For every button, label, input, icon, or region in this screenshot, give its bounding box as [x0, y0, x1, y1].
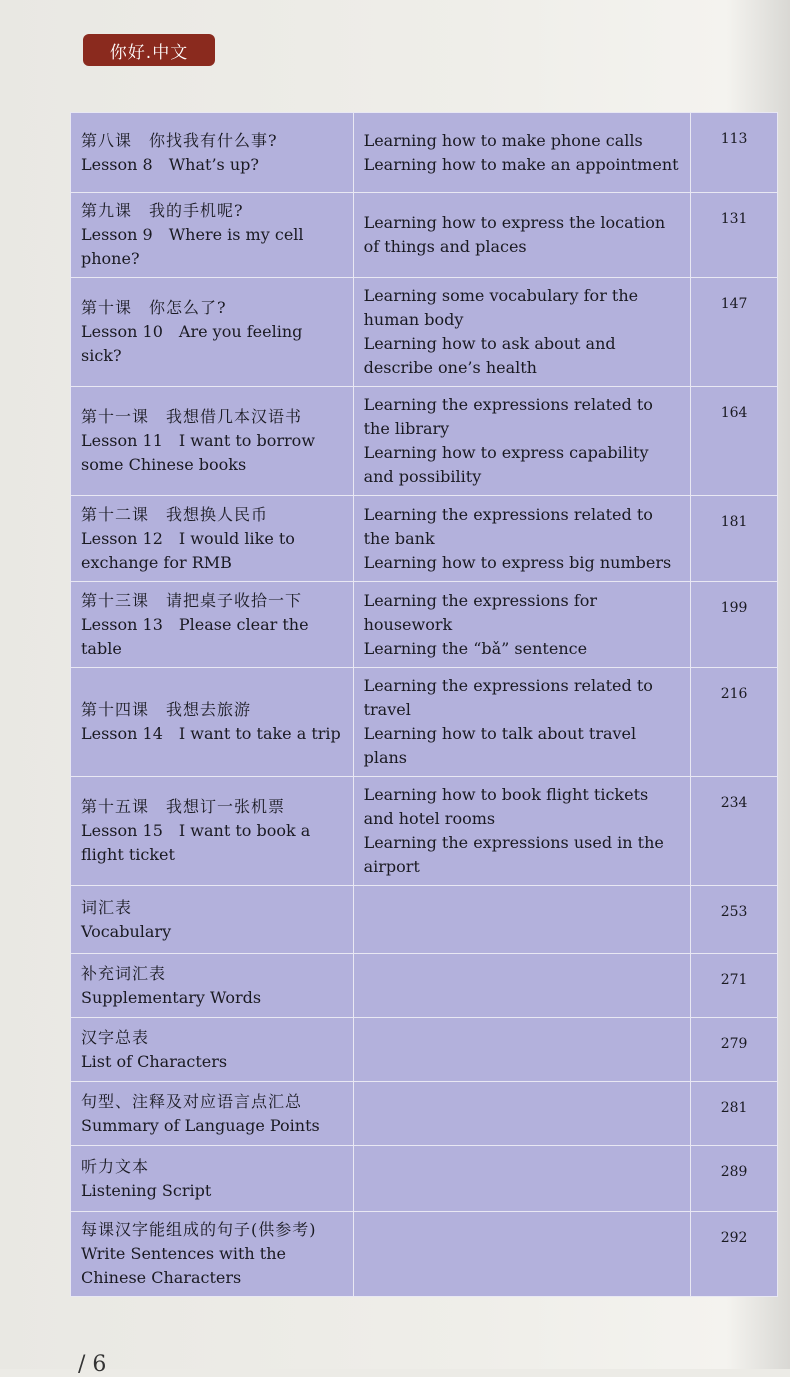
objectives-cell [353, 582, 691, 668]
objective-text: Learning how to express the location of things and places [363, 213, 666, 256]
english-title: List of Characters [81, 1051, 228, 1071]
page-number: 271 [691, 954, 778, 1018]
objective-text: Learning how to ask about and describe one’s health [363, 334, 616, 377]
english-title: Lesson 11 I want to borrow some Chinese books [81, 431, 316, 474]
toc-row [71, 387, 778, 496]
chinese-title: 听力文本 [81, 1156, 150, 1176]
chinese-title: 第八课 你找我有什么事? [81, 130, 278, 150]
page-number: 131 [691, 193, 778, 278]
page-number: 281 [691, 1082, 778, 1146]
lesson-title-cell [71, 193, 354, 278]
chinese-title: 第十五课 我想订一张机票 [81, 797, 286, 816]
page-number: 164 [691, 387, 778, 496]
page-number: 147 [691, 278, 778, 387]
toc-row [71, 777, 778, 886]
objective-text: Learning the expressions related to travel [363, 676, 653, 719]
toc-row [71, 668, 778, 777]
chinese-title: 第十二课 我想换人民币 [81, 504, 269, 524]
toc-row [71, 496, 778, 582]
chinese-title: 词汇表 [81, 897, 133, 917]
objective-text: Learning the expressions related to the bank [363, 504, 653, 548]
chinese-title: 第九课 我的手机呢? [81, 201, 244, 220]
objective-text: Learning how to make phone calls [363, 130, 643, 150]
lesson-title-cell [71, 777, 354, 886]
page-number: 253 [691, 886, 778, 954]
objectives-cell [353, 1146, 691, 1212]
objectives-cell [353, 954, 691, 1018]
lesson-title-cell [71, 954, 354, 1018]
objective-text: Learning the expressions used in the airport [363, 833, 664, 876]
page-number-fragment: / 6 [78, 1352, 107, 1377]
objective-text: Learning the “bǎ” sentence [363, 638, 588, 658]
lesson-title-cell [71, 1018, 354, 1082]
lesson-title-cell [71, 1212, 354, 1297]
objectives-cell [353, 193, 691, 278]
lesson-title-cell [71, 668, 354, 777]
toc-row [71, 954, 778, 1018]
lesson-title-cell [71, 886, 354, 954]
english-title: Lesson 8 What’s up? [81, 154, 259, 174]
toc-row [71, 1146, 778, 1212]
objectives-cell [353, 496, 691, 582]
english-title: Listening Script [81, 1180, 212, 1200]
toc-row [71, 113, 778, 193]
english-title: Lesson 14 I want to take a trip [81, 724, 341, 743]
chinese-title: 句型、注释及对应语言点汇总 [81, 1091, 303, 1111]
lesson-title-cell [71, 1082, 354, 1146]
objectives-cell [353, 668, 691, 777]
lesson-title-cell [71, 1146, 354, 1212]
objectives-cell [353, 1082, 691, 1146]
toc-row [71, 1018, 778, 1082]
objectives-cell [353, 278, 691, 387]
page-number: 234 [691, 777, 778, 886]
lesson-title-cell [71, 278, 354, 387]
page-number: 113 [691, 113, 778, 193]
chinese-title: 第十课 你怎么了? [81, 298, 227, 317]
objectives-cell [353, 387, 691, 496]
english-title: Lesson 9 Where is my cell phone? [81, 225, 304, 268]
lesson-title-cell [71, 387, 354, 496]
chinese-title: 第十四课 我想去旅游 [81, 700, 252, 719]
english-title: Summary of Language Points [81, 1115, 320, 1135]
page-number: 289 [691, 1146, 778, 1212]
chinese-title: 汉字总表 [81, 1027, 150, 1047]
objectives-cell [353, 1018, 691, 1082]
lesson-title-cell [71, 496, 354, 582]
objective-text: Learning how to talk about travel plans [363, 724, 637, 767]
toc-row [71, 886, 778, 954]
toc-row [71, 278, 778, 387]
objectives-cell [353, 1212, 691, 1297]
objectives-cell [353, 777, 691, 886]
chinese-title: 第十三课 请把桌子收拾一下 [81, 590, 303, 610]
page-number: 216 [691, 668, 778, 777]
chinese-title: 补充词汇表 [81, 963, 167, 983]
book-title-badge: 你好.中文 [83, 34, 215, 66]
page-number: 181 [691, 496, 778, 582]
chinese-title: 第十一课 我想借几本汉语书 [81, 407, 303, 426]
lesson-title-cell [71, 113, 354, 193]
page-number: 199 [691, 582, 778, 668]
english-title: Vocabulary [81, 921, 172, 941]
english-title: Write Sentences with the Chinese Characters [81, 1244, 286, 1287]
toc-row [71, 1082, 778, 1146]
english-title: Lesson 13 Please clear the table [81, 614, 309, 658]
english-title: Lesson 15 I want to book a flight ticket [81, 821, 311, 864]
toc-row [71, 193, 778, 278]
objective-text: Learning the expressions for housework [363, 590, 598, 634]
table-of-contents [70, 112, 778, 1297]
objective-text: Learning how to book flight tickets and hotel rooms [363, 785, 649, 828]
objectives-cell [353, 886, 691, 954]
english-title: Lesson 10 Are you feeling sick? [81, 322, 303, 365]
objectives-cell [353, 113, 691, 193]
english-title: Supplementary Words [81, 987, 262, 1007]
objective-text: Learning how to make an appointment [363, 154, 679, 174]
chinese-title: 每课汉字能组成的句子(供参考) [81, 1220, 317, 1239]
objective-text: Learning how to express big numbers [363, 552, 672, 572]
page-number: 292 [691, 1212, 778, 1297]
english-title: Lesson 12 I would like to exchange for RMB [81, 528, 295, 572]
lesson-title-cell [71, 582, 354, 668]
objective-text: Learning some vocabulary for the human body [363, 286, 639, 329]
toc-row [71, 1212, 778, 1297]
objective-text: Learning how to express capability and possibility [363, 443, 649, 486]
toc-row [71, 582, 778, 668]
objective-text: Learning the expressions related to the library [363, 395, 653, 438]
page-number: 279 [691, 1018, 778, 1082]
